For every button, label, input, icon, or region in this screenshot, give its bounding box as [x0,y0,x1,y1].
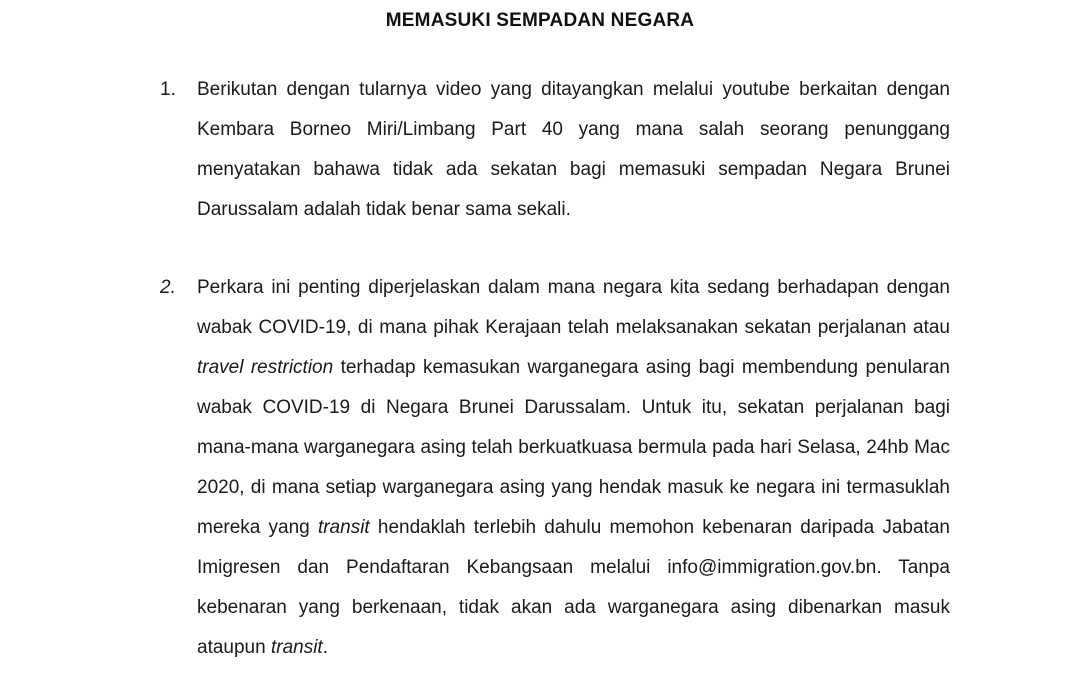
paragraph-segment: Berikutan dengan tularnya video yang ditayangkan melalui youtube berkaitan dengan Kembara Borneo Miri/Limbang Part 40 yang mana salah seorang penunggang menyatakan bahawa tidak ada sekatan bagi memasuki sempadan Negara Brunei Darussalam adalah tidak benar sama sekali. [197,79,950,220]
document-title: MEMASUKI SEMPADAN NEGARA [385,10,695,31]
paragraph-2 [160,268,950,668]
italic-term: transit [270,637,323,658]
paragraph-1 [160,70,950,230]
paragraph-number: 1. [160,79,176,100]
paragraph-text [197,70,950,230]
paragraph-segment: terhadap kemasukan warganegara asing bagi membendung penularan wabak COVID-19 di Negara Brunei Darussalam. Untuk itu, sekatan perjalanan bagi mana-mana warganegara asing telah berkuatkuasa bermula pada hari Selasa, 24hb Mac 2020, di mana setiap warganegara asing yang hendak masuk ke negara ini termasuklah mereka yang [197,357,950,538]
paragraph-segment: hendaklah terlebih dahulu memohon kebenaran daripada Jabatan Imigresen dan Pendaftaran Kebangsaan melalui info@immigration.gov.bn. Tanpa kebenaran yang berkenaan, tidak akan ada warganegara asing dibenarkan masuk ataupun [197,517,950,658]
paragraph-number: 2. [160,277,176,298]
paragraph-text [197,268,950,668]
italic-term: travel restriction [197,357,334,378]
paragraph-segment: Perkara ini penting diperjelaskan dalam mana negara kita sedang berhadapan dengan wabak COVID-19, di mana pihak Kerajaan telah melaksanakan sekatan perjalanan atau [197,277,950,338]
paragraph-segment: . [322,637,328,658]
italic-term: transit [317,517,370,538]
